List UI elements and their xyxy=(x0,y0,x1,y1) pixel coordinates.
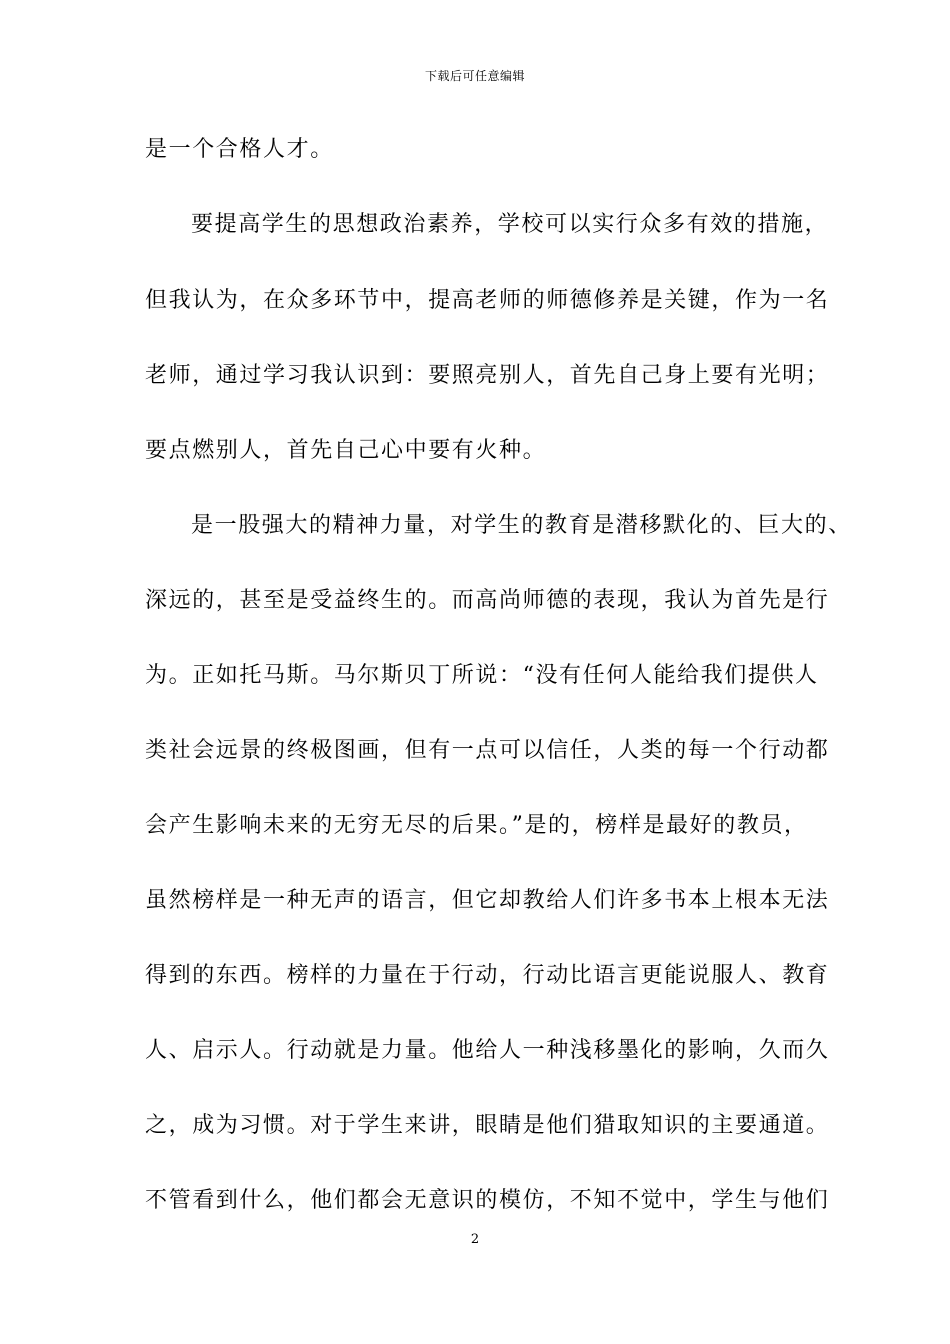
text-line: 老师，通过学习我认识到：要照亮别人，首先自己身上要有光明； xyxy=(145,363,830,388)
text-line: 之，成为习惯。对于学生来讲，眼睛是他们猎取知识的主要通道。 xyxy=(145,1113,830,1138)
page-header: 下载后可任意编辑 xyxy=(424,69,525,83)
text-line: 会产生影响未来的无穷无尽的后果。”是的，榜样是最好的教员， xyxy=(145,813,808,838)
text-line: 是一个合格人才。 xyxy=(145,137,334,162)
text-line: 要提高学生的思想政治素养，学校可以实行众多有效的措施， xyxy=(191,212,829,237)
text-line: 人、启示人。行动就是力量。他给人一种浅移墨化的影响，久而久 xyxy=(145,1038,830,1063)
text-line: 深远的，甚至是受益终生的。而高尚师德的表现，我认为首先是行 xyxy=(145,588,830,613)
page-number: 2 xyxy=(470,1232,480,1247)
text-line: 为。正如托马斯。马尔斯贝丁所说：“没有任何人能给我们提供人 xyxy=(145,663,819,688)
text-line: 是一股强大的精神力量，对学生的教育是潜移默化的、巨大的、 xyxy=(191,513,852,538)
text-line: 类社会远景的终极图画，但有一点可以信任，人类的每一个行动都 xyxy=(145,738,830,763)
text-line: 但我认为，在众多环节中，提高老师的师德修养是关键，作为一名 xyxy=(145,288,830,313)
text-line: 要点燃别人，首先自己心中要有火种。 xyxy=(145,438,547,463)
text-line: 不管看到什么，他们都会无意识的模仿，不知不觉中，学生与他们 xyxy=(145,1188,830,1213)
text-line: 虽然榜样是一种无声的语言，但它却教给人们许多书本上根本无法 xyxy=(145,888,830,913)
text-line: 得到的东西。榜样的力量在于行动，行动比语言更能说服人、教育 xyxy=(145,963,830,988)
